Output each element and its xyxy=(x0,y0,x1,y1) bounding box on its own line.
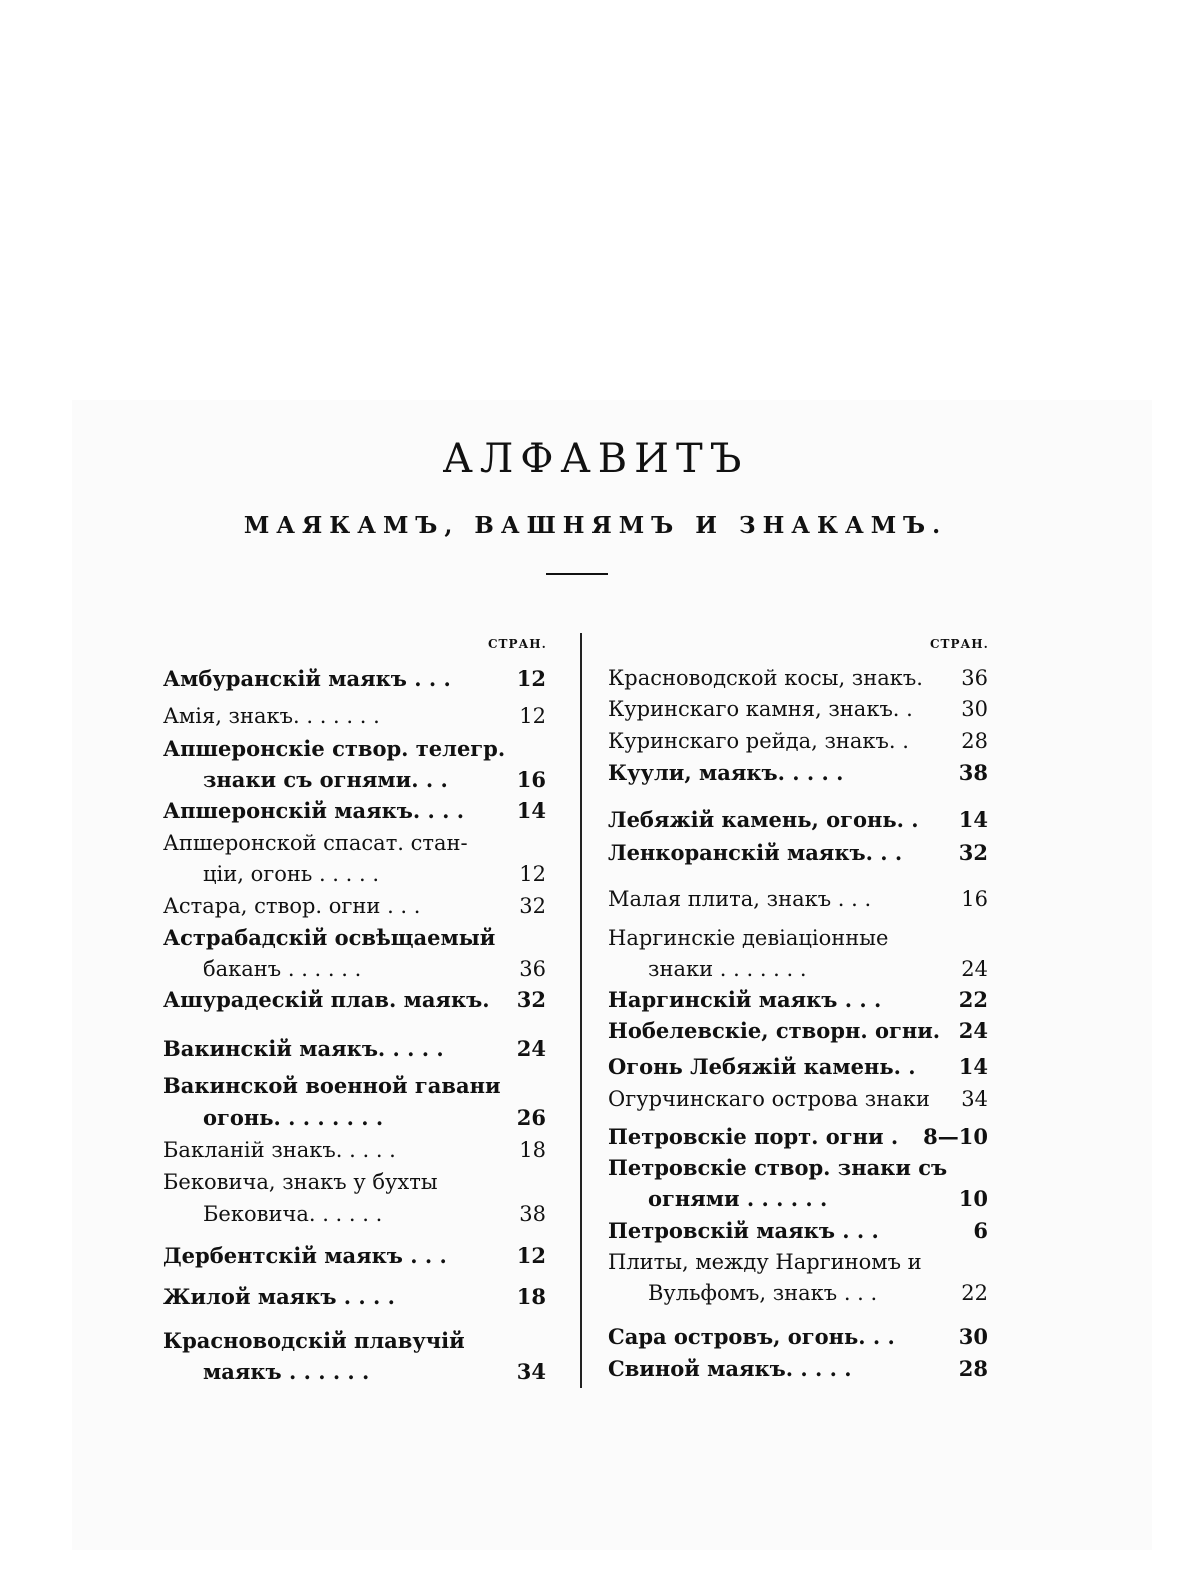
index-entry: Ленкоранскій маякъ. . . 32 xyxy=(608,840,988,865)
index-entry-continuation: Бековича. . . . . . 38 xyxy=(203,1202,546,1226)
index-entry: Куринскаго камня, знакъ. . 30 xyxy=(608,697,988,721)
index-entry: Красноводскій плавучій xyxy=(163,1328,465,1353)
index-entry-continuation: баканъ . . . . . . 36 xyxy=(203,957,546,981)
index-entry: Петровскіе створ. знаки съ xyxy=(608,1155,948,1180)
index-entry: Малая плита, знакъ . . . 16 xyxy=(608,887,988,911)
index-entry: Наргинскій маякъ . . . 22 xyxy=(608,987,988,1012)
index-entry: Наргинскіе девіаціонные xyxy=(608,926,889,950)
index-entry: Астрабадскій освѣщаемый xyxy=(163,925,496,950)
index-entry: Свиной маякъ. . . . . 28 xyxy=(608,1356,988,1381)
index-entry: Сара островъ, огонь. . . 30 xyxy=(608,1324,988,1349)
left-column-header: СТРАН. xyxy=(488,637,547,651)
index-entry: Петровскіе порт. огни . 8—10 xyxy=(608,1124,988,1149)
index-entry: Ашурадескій плав. маякъ. 32 xyxy=(163,987,546,1012)
index-entry: Амія, знакъ. . . . . . . 12 xyxy=(163,704,546,728)
index-entry: Амбуранскій маякъ . . . 12 xyxy=(163,666,546,691)
index-entry: Дербентскій маякъ . . . 12 xyxy=(163,1243,546,1268)
page-title: АЛФАВИТЪ xyxy=(442,436,749,482)
index-entry: Куули, маякъ. . . . . 38 xyxy=(608,760,988,785)
index-entry: Петровскій маякъ . . . 6 xyxy=(608,1218,988,1243)
index-entry-continuation: знаки съ огнями. . . 16 xyxy=(203,767,546,792)
page-subtitle: МАЯКАМЪ, ВАШНЯМЪ И ЗНАКАМЪ. xyxy=(243,512,948,539)
index-entry: Бековича, знакъ у бухты xyxy=(163,1170,438,1194)
index-entry-continuation: ціи, огонь . . . . . 12 xyxy=(203,862,546,886)
index-entry-continuation: Вульфомъ, знакъ . . . 22 xyxy=(648,1281,988,1305)
index-entry: Бакланій знакъ. . . . . 18 xyxy=(163,1138,546,1162)
index-entry: Лебяжій камень, огонь. . 14 xyxy=(608,807,988,832)
index-entry: Плиты, между Наргиномъ и xyxy=(608,1250,922,1274)
index-entry-continuation: маякъ . . . . . . 34 xyxy=(203,1359,546,1384)
index-entry: Апшеронскій маякъ. . . . 14 xyxy=(163,798,546,823)
column-divider xyxy=(580,633,582,1388)
index-entry-continuation: огнями . . . . . . 10 xyxy=(648,1186,988,1211)
index-entry: Апшеронскіе створ. телегр. xyxy=(163,736,506,761)
index-entry: Огонь Лебяжій камень. . 14 xyxy=(608,1054,988,1079)
index-entry: Нобелевскіе, створн. огни. 24 xyxy=(608,1018,988,1043)
index-entry: Куринскаго рейда, знакъ. . 28 xyxy=(608,729,988,753)
right-column-header: СТРАН. xyxy=(930,637,989,651)
index-entry: Красноводской косы, знакъ. 36 xyxy=(608,666,988,690)
index-entry: Апшеронской спасат. стан- xyxy=(163,831,468,855)
index-entry: Жилой маякъ . . . . 18 xyxy=(163,1284,546,1309)
index-entry: Вакинскій маякъ. . . . . 24 xyxy=(163,1036,546,1061)
index-entry: Астара, створ. огни . . . 32 xyxy=(163,894,546,918)
title-rule xyxy=(546,573,608,575)
index-entry: Огурчинскаго острова знаки 34 xyxy=(608,1087,988,1111)
index-entry-continuation: огонь. . . . . . . . 26 xyxy=(203,1105,546,1130)
index-entry-continuation: знаки . . . . . . . 24 xyxy=(648,957,988,981)
index-entry: Вакинской военной гавани xyxy=(163,1073,501,1098)
